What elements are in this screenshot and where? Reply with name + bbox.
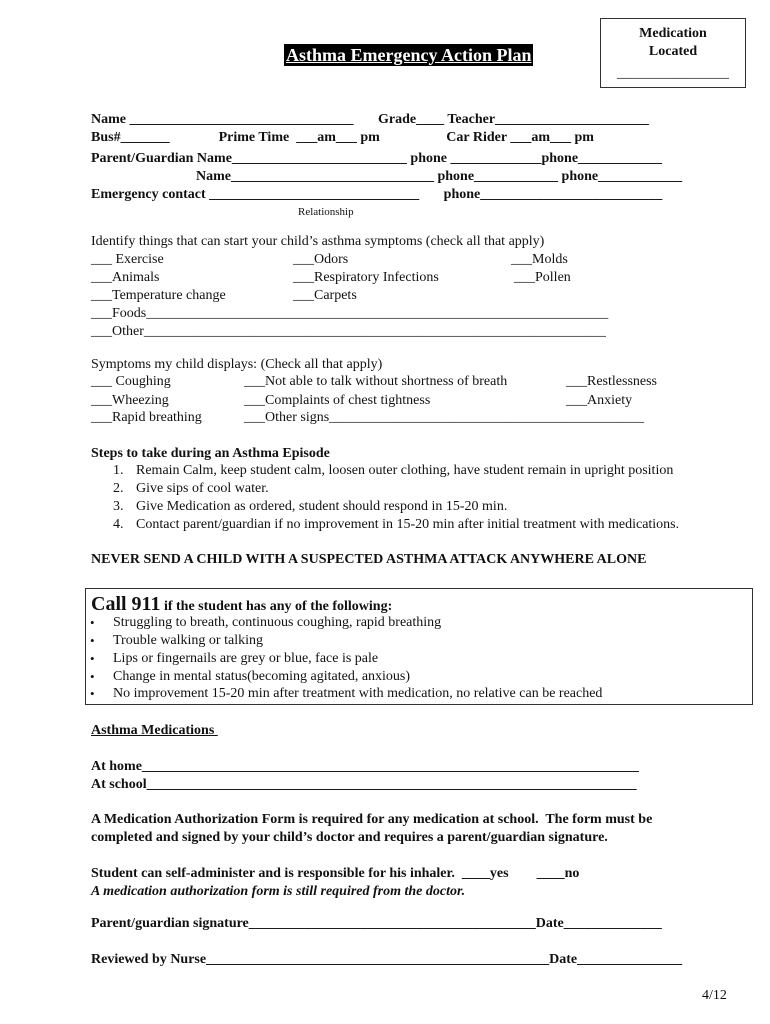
medication-home-field[interactable]: At home_______________________________________________________________________ bbox=[91, 759, 639, 774]
triggers-heading: Identify things that can start your child’s asthma symptoms (check all that apply) bbox=[91, 234, 545, 249]
page-number: 4/12 bbox=[702, 988, 727, 1003]
relationship-label: Relationship bbox=[298, 206, 354, 218]
self-administer-note: A medication authorization form is still required from the doctor. bbox=[91, 884, 466, 899]
trigger-carpets[interactable]: ___Carpets bbox=[293, 288, 357, 303]
trigger-pollen[interactable]: ___Pollen bbox=[514, 270, 571, 285]
symptom-anxiety[interactable]: ___Anxiety bbox=[566, 393, 633, 408]
trigger-respiratory[interactable]: ___Respiratory Infections bbox=[293, 270, 439, 285]
trigger-temperature[interactable]: ___Temperature change bbox=[91, 288, 226, 303]
step-item: Contact parent/guardian if no improvement in 15-20 min after initial treatment with medications. bbox=[136, 517, 680, 532]
name-grade-teacher-line[interactable]: Name ________________________________ Grade____ Teacher______________________ bbox=[91, 112, 650, 127]
trigger-animals[interactable]: ___Animals bbox=[91, 270, 160, 285]
step-item: Give Medication as ordered, student should respond in 15-20 min. bbox=[136, 499, 508, 514]
medications-heading: Asthma Medications bbox=[91, 723, 218, 738]
call-911-label: Call 911 bbox=[91, 593, 161, 615]
symptom-shortness-of-breath[interactable]: ___Not able to talk without shortness of breath bbox=[244, 374, 508, 389]
symptoms-heading: Symptoms my child displays: (Check all that apply) bbox=[91, 357, 383, 372]
never-send-warning: NEVER SEND A CHILD WITH A SUSPECTED ASTHMA ATTACK ANYWHERE ALONE bbox=[91, 552, 647, 567]
self-administer-question[interactable]: Student can self-administer and is responsible for his inhaler. ____yes ____no bbox=[91, 866, 580, 881]
trigger-exercise[interactable]: ___ Exercise bbox=[91, 252, 164, 267]
call-911-item: Struggling to breath, continuous coughing, rapid breathing bbox=[113, 615, 442, 630]
parent-signature-line[interactable]: Parent/guardian signature_________________________________________Date______________ bbox=[91, 916, 662, 931]
step-number: 4. bbox=[113, 517, 124, 532]
nurse-review-line[interactable]: Reviewed by Nurse_________________________________________________Date_______________ bbox=[91, 952, 683, 967]
call-911-item: Trouble walking or talking bbox=[113, 633, 263, 648]
medication-located-box bbox=[600, 18, 746, 88]
step-item: Remain Calm, keep student calm, loosen outer clothing, have student remain in upright position bbox=[136, 463, 674, 478]
bullet-icon: • bbox=[90, 669, 95, 684]
symptom-wheezing[interactable]: ___Wheezing bbox=[91, 393, 169, 408]
med-box-location-field[interactable]: ________________ bbox=[617, 66, 729, 81]
steps-heading: Steps to take during an Asthma Episode bbox=[91, 446, 330, 461]
bullet-icon: • bbox=[90, 615, 95, 630]
symptom-chest-tightness[interactable]: ___Complaints of chest tightness bbox=[244, 393, 431, 408]
symptom-restlessness[interactable]: ___Restlessness bbox=[566, 374, 657, 389]
step-number: 3. bbox=[113, 499, 124, 514]
page-title: Asthma Emergency Action Plan bbox=[286, 45, 532, 65]
trigger-foods-field[interactable]: ___Foods__________________________________________________________________ bbox=[91, 306, 609, 321]
call-911-item: No improvement 15-20 min after treatment with medication, no relative can be reached bbox=[113, 686, 603, 701]
med-box-label-1: Medication bbox=[639, 26, 707, 41]
step-number: 2. bbox=[113, 481, 124, 496]
symptom-rapid-breathing[interactable]: ___Rapid breathing bbox=[91, 410, 202, 425]
medication-school-field[interactable]: At school______________________________________________________________________ bbox=[91, 777, 637, 792]
symptom-other-signs[interactable]: ___Other signs_____________________________________________ bbox=[244, 410, 645, 425]
bullet-icon: • bbox=[90, 686, 95, 701]
step-number: 1. bbox=[113, 463, 124, 478]
trigger-odors[interactable]: ___Odors bbox=[293, 252, 349, 267]
call-911-box bbox=[85, 588, 753, 705]
bullet-icon: • bbox=[90, 633, 95, 648]
step-item: Give sips of cool water. bbox=[136, 481, 269, 496]
bullet-icon: • bbox=[90, 651, 95, 666]
symptom-coughing[interactable]: ___ Coughing bbox=[91, 374, 171, 389]
med-box-label-2: Located bbox=[648, 44, 698, 59]
authorization-notice-line-1: A Medication Authorization Form is required for any medication at school. The form must be bbox=[91, 812, 653, 827]
call-911-item: Change in mental status(becoming agitated, anxious) bbox=[113, 669, 411, 684]
call-911-condition: if the student has any of the following: bbox=[160, 599, 393, 614]
emergency-contact-line[interactable]: Emergency contact ______________________________ phone__________________________ bbox=[91, 187, 663, 202]
trigger-other-field[interactable]: ___Other__________________________________________________________________ bbox=[91, 324, 606, 339]
trigger-molds[interactable]: ___Molds bbox=[511, 252, 568, 267]
parent-guardian-line[interactable]: Parent/Guardian Name_________________________ phone _____________phone____________ bbox=[91, 151, 663, 166]
second-guardian-line[interactable]: Name_____________________________ phone____________ phone____________ bbox=[91, 169, 683, 184]
authorization-notice-line-2: completed and signed by your child’s doctor and requires a parent/guardian signature. bbox=[91, 830, 608, 845]
call-911-item: Lips or fingernails are grey or blue, face is pale bbox=[113, 651, 379, 666]
bus-prime-carrider-line[interactable]: Bus#_______ Prime Time ___am___ pm Car Rider ___am___ pm bbox=[91, 130, 594, 145]
